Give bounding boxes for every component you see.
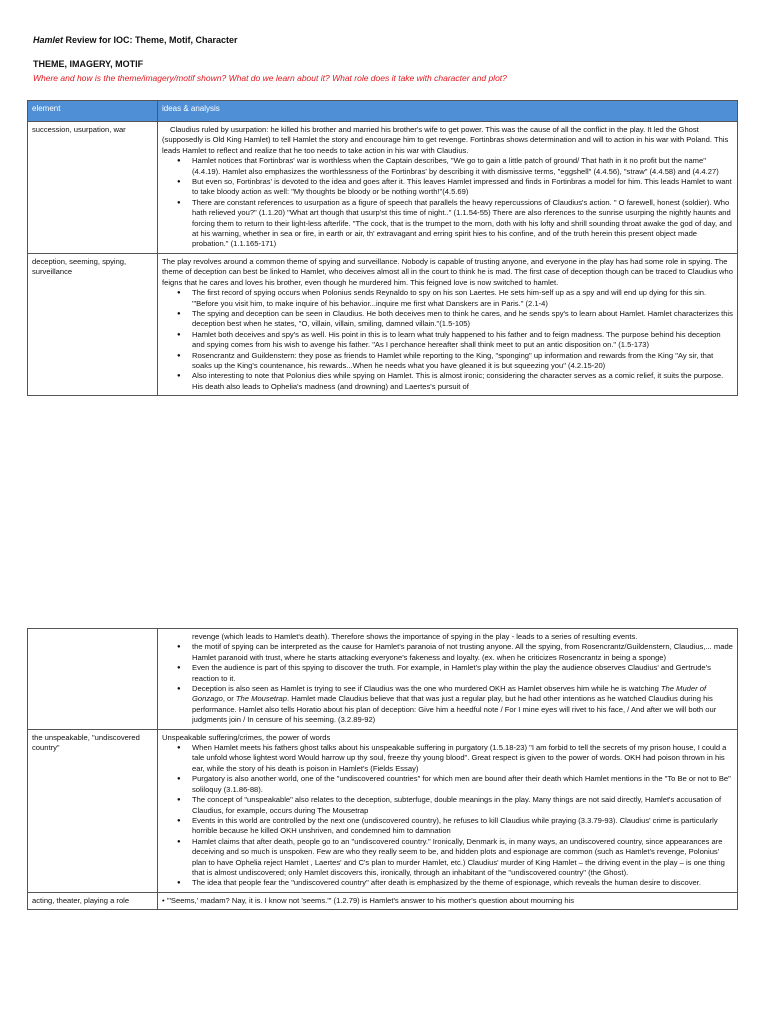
continuation-text: revenge (which leads to Hamlet's death). Therefore shows the importance of spying in the play - leads to a series of resulting events. — [192, 632, 638, 641]
list-item: ● The concept of "unspeakable" also relates to the deception, subterfuge, double meanings in the play. Many things are not said directly, Hamlet's accusation of Claudius, for example, occurs during The Mousetrap — [192, 795, 733, 816]
list-item: ● Hamlet both deceives and spy's as well. His point in this is to learn what truly happened to his father and to feign madness. The purpose behind his deception and spying comes from his wish to avenge his father. "As I perchance hereafter shall think meet to put an antic disposition on." (1.5-173) — [192, 330, 733, 351]
element-cell: succession, usurpation, war — [28, 122, 158, 254]
play-title: The Mousetrap — [235, 694, 287, 704]
list-item: ● When Hamlet meets his fathers ghost talks about his unspeakable suffering in purgatory (1.5.18-23) "I am forbid to tell the secrets of my prison house, I could a tale unfold whose lightest word Would harrow up thy soul, freeze thy young blood". Great respect is given to the power of words. OKH had poison thrown in his ear, while the story of his death is poison in Hamlet's (Fields Essay) — [192, 743, 733, 774]
header-element: element — [28, 101, 158, 122]
list-item: ● The idea that people fear the "undiscovered country" after death is emphasized by the theme of espionage, which reveals the human desire to discover. — [192, 878, 733, 888]
analysis-table-1 — [27, 100, 738, 396]
table-row — [28, 729, 738, 892]
list-item: ● Events in this world are controlled by the next one (undiscovered country), he refuses to kill Claudius while praying (3.3.79-93). Claudius' crime is particularly horrible because he killed OKH unshriven, and condemned him to damnation — [192, 816, 733, 837]
title-rest: Review for IOC: Theme, Motif, Character — [63, 35, 238, 45]
list-item: ● The first record of spying occurs when Polonius sends Reynaldo to spy on his son Laertes. He sets him-self up as a spy and will end up dying for this sin. '"Before you visit him, to make inquire of his behavior...inquire me first what Danskers are in Paris." (2.1-4) — [192, 288, 733, 309]
analysis-cell — [158, 729, 738, 892]
element-cell: deception, seeming, spying, surveillance — [28, 253, 158, 395]
list-item: ● But even so, Fortinbras' is devoted to the idea and goes after it. This leaves Hamlet impressed and finds in Fortinbras a model for him. This leads Hamlet to want to take bloody action as well: "My thoughts be bloody or be nothing worth!"(4.5.69) — [192, 177, 733, 198]
analysis-intro: Claudius ruled by usurpation: he killed his brother and married his brother's wife to get power. This was the cause of all the conflict in the play. It led the Ghost (supposedly is Old King Hamlet) to tell Hamlet the story and encourage him to get revenge. Fortinbras shows determination and will to action in his war with Poland. This leads Hamlet to reflect and realize that he too needs to take action in his war with Claudius. — [162, 125, 729, 155]
element-cell: acting, theater, playing a role — [28, 892, 158, 909]
list-item: ● Rosencrantz and Guildenstern: they pose as friends to Hamlet while reporting to the King, "sponging" up information and rewards from the King "Ay sir, that soaks up the King's countenance, his rewards...When he needs what you have gleaned it is but squeezing you" (4.2.15-20) — [192, 351, 733, 372]
bullet-list — [162, 642, 733, 725]
list-item: ● Also interesting to note that Polonius dies while spying on Hamlet. This is almost ironic; considering the character serves as a comic relief, it suits the purpose. His death also leads to Ophelia's madness (and drowning) and Laertes's pursuit of — [192, 371, 733, 392]
title-play-name: Hamlet — [33, 35, 64, 45]
document-title — [33, 35, 238, 45]
bullet-list — [162, 288, 733, 392]
analysis-intro: Unspeakable suffering/crimes, the power of words — [162, 732, 331, 742]
list-item: ● There are constant references to usurpation as a figure of speech that parallels the heavy repercussions of Claudius's action. " O farewell, honest (soldier). Who hath relieved you?" (1.1.20) "What art though that usurp'st this time of night.." (1.1.54-55) There are also rferences to the sunrise usurping the nightly haunts and forcing them to return to their light-less afterlife. "The cock, that is the trumpet to the morn, doth with his lofty and shrill sounding throat awake the god of day, and at his warning, whether in sea or fire, in earth or air, th' extravagant and erring spirit hies to his confine, and of the truth herein this present object made probation." (1.1.165-171) — [192, 198, 733, 250]
analysis-cell — [158, 253, 738, 395]
list-item: ● the motif of spying can be interpreted as the cause for Hamlet's paranoia of not trusting anyone. All the spying, from Rosencrantz/Guildenstern, Claudius,... made Hamlet paranoid with trust, where he starts attacking everyone's fakeness and loyalty. (ex. when he criticizes Rosencrantz in being a sponge) — [192, 642, 733, 663]
list-item: ● Hamlet notices that Fortinbras' war is worthless when the Captain describes, "We go to gain a little patch of ground/ That hath in it no profit but the name" (4.4.19). Hamlet also emphasizes the worthlessness of the Fortinbras' by describing it with dismissive terms, "eggshell" (4.4.56), "straw" (4.4.58) and (4.4.27) — [192, 156, 733, 177]
list-item: ● The spying and deception can be seen in Claudius. He both deceives men to think he cares, and he sends spy's to learn about Hamlet. Hamlet characterizes this deception best when he states, "O, villain, villain, smiling, damned villain."(1.5-105) — [192, 309, 733, 330]
play-title: The Muder of Gonzago — [192, 684, 707, 704]
table-row — [28, 892, 738, 909]
analysis-intro: • '"Seems,' madam? Nay, it is. I know not 'seems.'" (1.2.79) is Hamlet's answer to his mother's question about mourning his — [162, 895, 575, 905]
table-header-row — [28, 101, 738, 122]
element-cell: the unspeakable, "undiscovered country" — [28, 729, 158, 892]
bullet-list — [162, 156, 733, 250]
bullet-text: , or — [222, 694, 236, 704]
analysis-intro: The play revolves around a common theme of spying and surveillance. Nobody is capable of trusting anyone, and everyone in the play has had some role in spying. The theme of deception can best be linked to Hamlet, who deceives almost all in the court to think he is mad. The first case of deception though can be traced to Claudius who feigns that he cares and loves his brother, even though he murdered him. This feigned love is now switched to hamlet. — [162, 256, 733, 287]
table-row — [28, 253, 738, 395]
section-heading: THEME, IMAGERY, MOTIF — [33, 59, 144, 69]
section-prompt: Where and how is the theme/imagery/motif shown? What do we learn about it? What role does it take with character and plot? — [33, 73, 507, 83]
bullet-text: Deception is also seen as Hamlet is trying to see if Claudius was the one who murdered OKH as Hamlet observes him while he is watching — [192, 684, 661, 694]
bullet-text: . Hamlet made Claudius believe that that was just a regular play, but he had other intentions as he watched Claudius during his performance. Hamlet also tells Horatio about his plan of deception: Give him a heedful note / For I mine eyes will rivet to his face, / And after we will both our judgments join / In censure of his seeming. (3.2.89-92) — [192, 694, 717, 725]
bullet-list — [162, 743, 733, 889]
list-item: ● Even the audience is part of this spying to discover the truth. For example, in Hamlet's play within the play the audience observes Claudius' and Gertrude's reaction to it. — [192, 663, 733, 684]
list-item: ● Purgatory is also another world, one of the "undiscovered countries" for which men are bound after their death which Hamlet mentions in the "To Be or not to Be" soliloquy (3.1.86-88). — [192, 774, 733, 795]
analysis-cell — [158, 892, 738, 909]
table-row — [28, 629, 738, 730]
analysis-table-2 — [27, 628, 738, 910]
analysis-cell — [158, 122, 738, 254]
analysis-cell — [158, 629, 738, 730]
header-ideas: ideas & analysis — [158, 101, 738, 122]
list-item — [192, 684, 733, 726]
table-row — [28, 122, 738, 254]
list-item: ● Hamlet claims that after death, people go to an "undiscovered country." Ironically, Denmark is, in many ways, an undiscovered country, since appearances are deceiving and so much is unspoken. Few are who they really seem to be, and hidden plots and espionage are common (such as Hamlet's revenge, Polonius' plan to have Ophelia reject Hamlet , Laertes' and C's plan to murder Hamlet, etc.) Claudius' murder of King Hamlet – the driving event in the play – is one thing that is almost undiscovered; only Hamlet discovers this, ironically, through an inhabitant of the "undiscovered country" (the Ghost). — [192, 837, 733, 879]
element-cell — [28, 629, 158, 730]
